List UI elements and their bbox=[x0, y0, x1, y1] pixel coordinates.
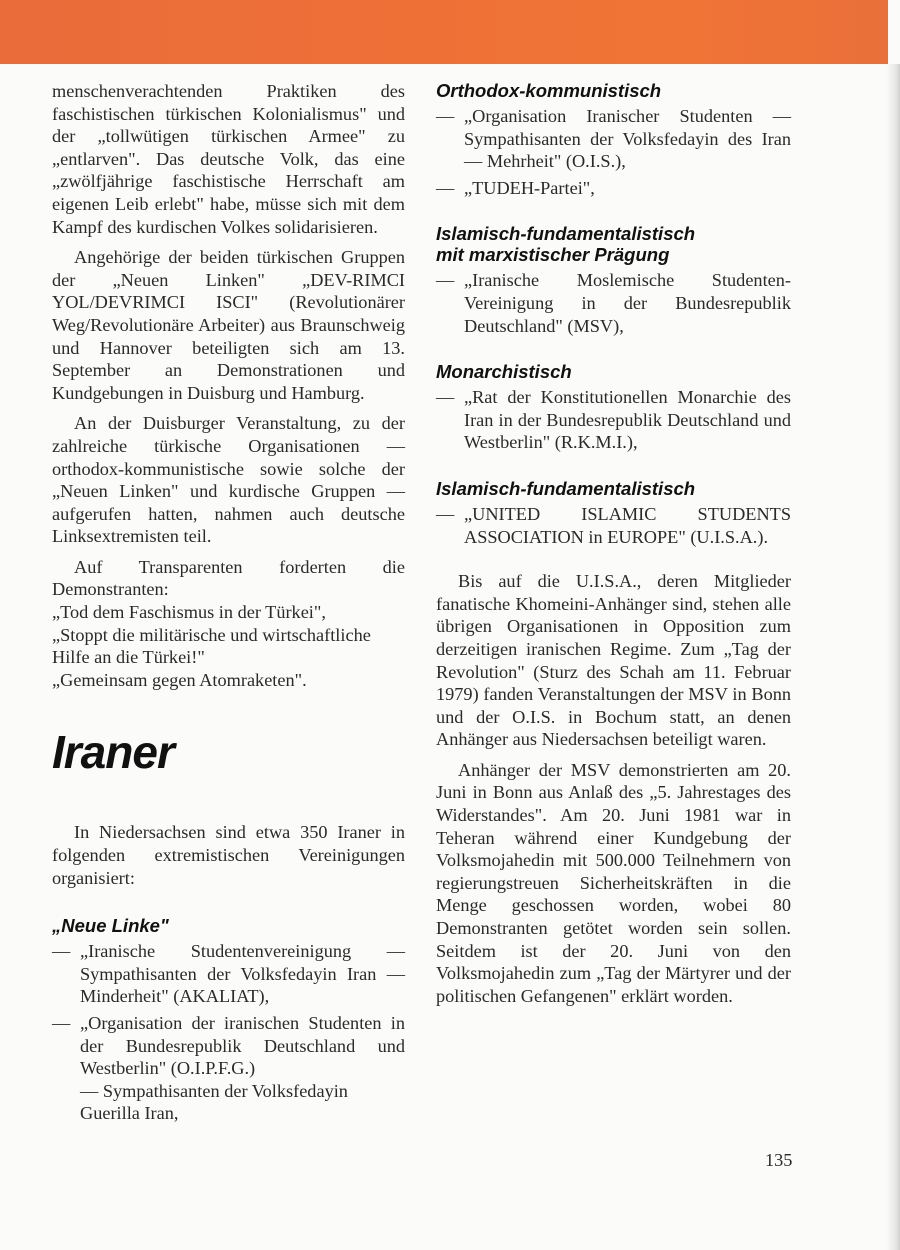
subsection-title: Islamisch-fundamentalistisch bbox=[436, 223, 696, 245]
list-dash: — bbox=[52, 941, 71, 962]
list-item bbox=[52, 940, 405, 1008]
subsection-title: „Neue Linke" bbox=[52, 915, 169, 937]
list-dash: — bbox=[436, 270, 455, 291]
paragraph: Angehörige der beiden türkischen Gruppen der „Neuen Linken" „DEV-RIMCI YOL/DEVRIMCI ISCI" (Revolutionärer Weg/Revolutionäre Arbeiter) aus Braunschweig und Hannover beteiligten sich am 13. September an Demonstrationen und Kundgebungen in Duisburg und Hamburg. bbox=[52, 247, 405, 403]
list-item-text: „Rat der Konstitutionellen Monarchie des Iran in der Bundesrepublik Deutschland und Westberlin" (R.K.M.I.), bbox=[464, 387, 791, 453]
paragraph: In Niedersachsen sind etwa 350 Iraner in folgenden extremistischen Vereinigungen organisiert: bbox=[52, 822, 405, 888]
quote: „Gemeinsam gegen Atomraketen". bbox=[52, 669, 307, 690]
list-dash: — bbox=[436, 106, 455, 126]
right-column bbox=[436, 80, 791, 1007]
list-item bbox=[52, 1012, 405, 1080]
list-item bbox=[436, 503, 791, 548]
subsection-title: Monarchistisch bbox=[436, 361, 572, 383]
page-edge bbox=[886, 64, 900, 1250]
paragraph: Bis auf die U.I.S.A., deren Mitglieder fanatische Khomeini-Anhänger sind, stehen alle übrigen Organisationen in Opposition zum derzeitigen iranischen Regime. Zum „Tag der Revolution" (Sturz des Schah am 11. Februar 1979) fanden Veranstaltungen der MSV in Bonn und der O.I.S. in Bochum statt, an denen Anhänger aus Niedersachsen beteiligt waren. bbox=[436, 571, 791, 750]
left-column bbox=[52, 80, 405, 1125]
list-dash: — bbox=[436, 387, 455, 408]
quote: „Stoppt die militärische und wirtschaftliche Hilfe an die Türkei!" bbox=[52, 624, 371, 668]
list-dash: — bbox=[52, 1013, 71, 1033]
subsection-title: Islamisch-fundamentalistisch bbox=[436, 477, 696, 499]
paragraph: An der Duisburger Veranstaltung, zu der zahlreiche türkische Organisationen — orthodox-kommunistische sowie solche der „Neuen Linken" und kurdische Gruppen — aufgerufen hatten, nahmen auch deutsche Linksextremisten teil. bbox=[52, 413, 405, 547]
list-item bbox=[436, 177, 791, 200]
list-item-text: „UNITED ISLAMIC STUDENTS ASSOCIATION in EUROPE" (U.I.S.A.). bbox=[464, 503, 791, 547]
header-banner bbox=[0, 0, 888, 64]
list-dash: — bbox=[436, 503, 455, 524]
list-dash: — bbox=[436, 177, 455, 198]
list-item-text: „Iranische Moslemische Studenten-Vereinigung in der Bundesrepublik Deutschland" (MSV), bbox=[464, 270, 791, 336]
list-item-text: „TUDEH-Partei", bbox=[464, 177, 595, 198]
list-item bbox=[436, 269, 791, 337]
list-item-text: „Organisation Iranischer Studenten — Sympathisanten der Volksfedayin des Iran — Mehrheit" (O.I.S.), bbox=[464, 106, 791, 172]
paragraph: menschenverachtenden Praktiken des faschistischen türkischen Kolonialismus" und der „tollwütigen türkischen Armee" zu „entlarven". Das deutsche Volk, das eine „zwölfjährige faschistische Herrschaft am eigenen Leib erlebt" habe, müsse sich mit dem Kampf des kurdischen Volkes solidarisieren. bbox=[52, 81, 405, 237]
list-item-text: „Organisation der iranischen Studenten in der Bundesrepublik Deutschland und Westberlin" (O.I.P.F.G.) bbox=[80, 1013, 405, 1079]
section-heading: Iraner bbox=[52, 726, 174, 779]
list-item bbox=[436, 386, 791, 454]
quote: „Tod dem Faschismus in der Türkei", bbox=[52, 602, 326, 623]
paragraph: Anhänger der MSV demonstrierten am 20. Juni in Bonn aus Anlaß des „5. Jahrestages des Widerstandes". Am 20. Juni 1981 war in Teheran während einer Kundgebung der Volksmojahedin mit 500.000 Teilnehmern von regierungstreuen Sicherheitskräften in die Menge geschossen worden, wobei 80 Demonstranten getötet worden sein sollen. Seitdem ist der 20. Juni von den Volksmojahedin zum „Tag der Märtyrer und der politischen Gefangenen" erklärt worden. bbox=[436, 759, 791, 1006]
subsection-title: Orthodox-kommunistisch bbox=[436, 80, 662, 101]
subsection-title: mit marxistischer Prägung bbox=[436, 244, 670, 266]
list-item-text: „Iranische Studentenvereinigung — Sympathisanten der Volksfedayin Iran — Minderheit" (AKALIAT), bbox=[80, 941, 405, 1007]
list-item-continuation: — Sympathisanten der Volksfedayin Guerilla Iran, bbox=[80, 1080, 348, 1124]
list-item bbox=[436, 105, 791, 173]
page-number: 135 bbox=[765, 1150, 793, 1170]
paragraph: Auf Transparenten forderten die Demonstranten: bbox=[52, 556, 405, 600]
